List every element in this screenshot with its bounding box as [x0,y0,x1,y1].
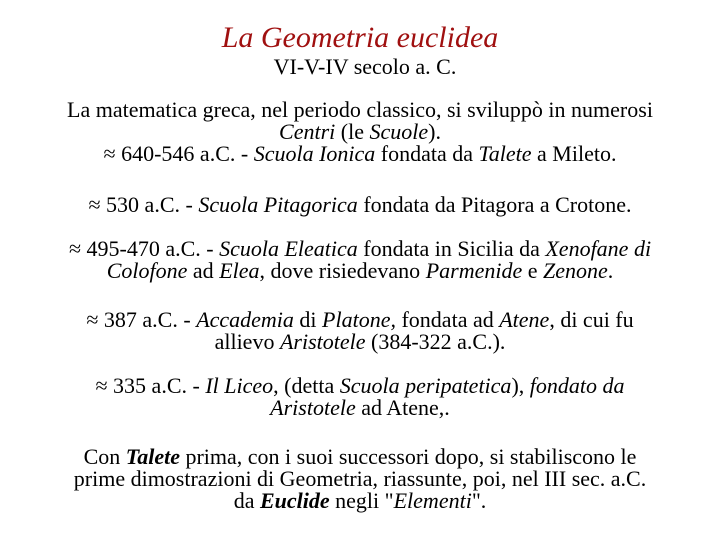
text-run: ≈ 335 a.C. - [95,373,206,398]
text-run: , dove risiedevano [259,258,426,283]
text-run: ). [428,119,441,144]
text-italic: Elea [219,258,260,283]
text-run: ad [187,258,220,283]
text-run: fondata da [375,141,479,166]
text-italic: Aristotele [270,395,356,420]
text-run: ad Atene,. [355,395,450,420]
text-run: ≈ 387 a.C. - [86,307,197,332]
text-line [20,143,700,165]
text-line [20,194,700,216]
text-italic: Scuola peripatetica [339,373,512,398]
text-line [20,331,700,353]
text-line [20,238,700,260]
text-italic: Centri [279,119,336,144]
pythagorean-paragraph [20,194,700,216]
text-run: ≈ 530 a.C. - [88,192,199,217]
text-line [20,490,700,512]
text-bold-italic: Euclide [259,488,330,513]
conclusion-paragraph [20,446,700,512]
academy-paragraph [20,309,700,353]
text-line [20,397,700,419]
text-italic: Parmenide [425,258,523,283]
text-run: ". [471,488,487,513]
text-run: (le [335,119,370,144]
text-run: (384-322 a.C.). [365,329,506,354]
text-italic: Talete [478,141,532,166]
text-run: fondata ad [395,307,500,332]
text-run: , (detta [273,373,340,398]
text-italic: Xenofane di [545,236,652,261]
text-italic: Scuole [369,119,429,144]
text-line [20,309,700,331]
text-italic: Accademia [196,307,294,332]
text-italic: Il Liceo [205,373,274,398]
text-italic: Atene [499,307,550,332]
text-run: fondata da Pitagora a Crotone. [357,192,632,217]
text-line [20,121,700,143]
text-run: prima, con i suoi successori dopo, si stabiliscono le [179,444,637,469]
text-run: Con [83,444,126,469]
text-run: fondata in Sicilia da [357,236,546,261]
text-line [20,260,700,282]
text-italic: Scuola Ionica [253,141,376,166]
text-run: ≈ 495-470 a.C. - [68,236,220,261]
text-line [20,375,700,397]
slide-subtitle: VI-V-IV secolo a. C. [273,54,457,79]
text-run: da [233,488,260,513]
text-run: di [293,307,323,332]
text-run: allievo [214,329,280,354]
text-italic: Scuola Pitagorica [198,192,358,217]
text-bold-italic: Talete [125,444,180,469]
text-italic: Scuola Eleatica [219,236,358,261]
text-run: . [607,258,614,283]
text-run: ), [511,373,530,398]
text-run: a Mileto. [531,141,617,166]
intro-paragraph [20,99,700,165]
slide-title: La Geometria euclidea [221,21,499,54]
text-run: negli " [329,488,394,513]
text-italic: fondato da [529,373,625,398]
lyceum-paragraph [20,375,700,419]
text-line: prime dimostrazioni di Geometria, riassunte, poi, nel III sec. a.C. [73,466,647,491]
eleatic-paragraph [20,238,700,282]
text-run: , di cui fu [549,307,634,332]
text-line [20,446,700,468]
text-run: e [522,258,543,283]
text-italic: Elementi [393,488,472,513]
text-italic: Colofone [106,258,188,283]
text-italic: Zenone [542,258,608,283]
text-italic: Platone, [322,307,396,332]
text-run: ≈ 640-546 a.C. - [103,141,254,166]
text-italic: Aristotele [279,329,366,354]
text-line: La matematica greca, nel periodo classico, si sviluppò in numerosi [67,97,653,122]
